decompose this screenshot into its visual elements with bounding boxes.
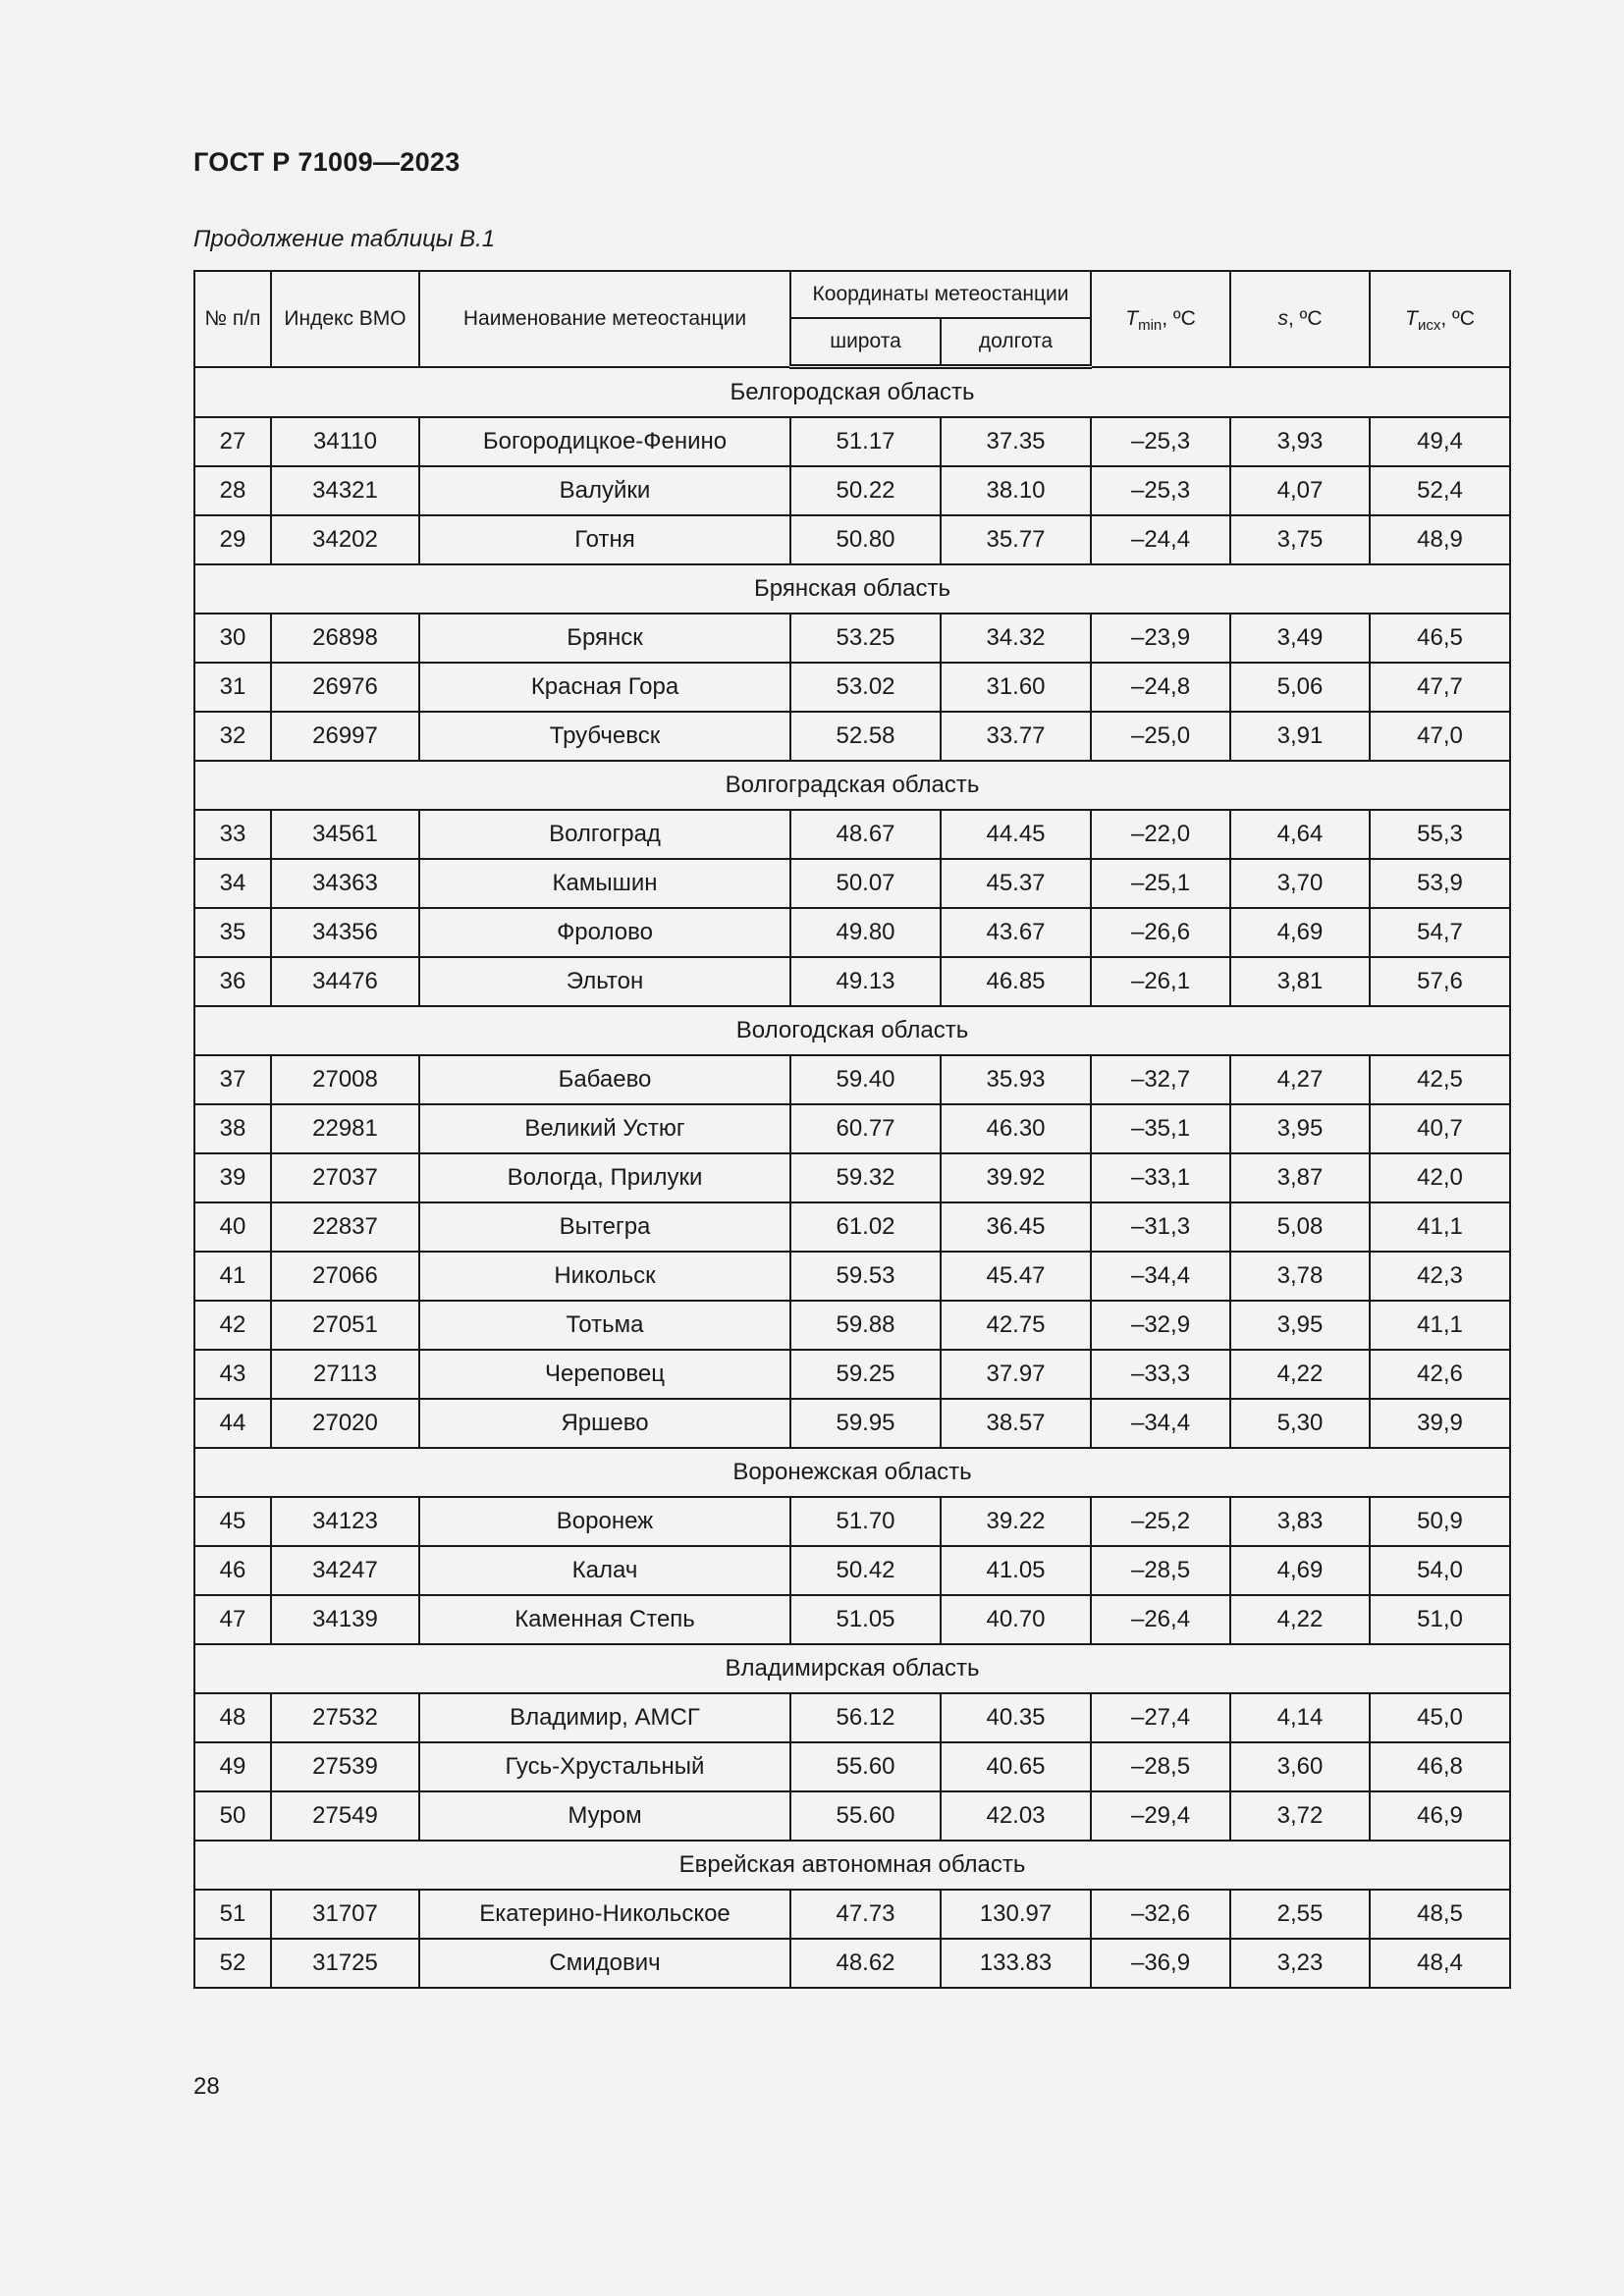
region-name: Волгоградская область <box>194 761 1510 810</box>
table-row <box>194 1055 1510 1104</box>
cell-s-value: 4,14 <box>1230 1693 1370 1742</box>
cell-tisx: 42,0 <box>1370 1153 1510 1202</box>
cell-row-num: 49 <box>194 1742 271 1791</box>
cell-station-name: Никольск <box>419 1252 790 1301</box>
cell-row-num: 40 <box>194 1202 271 1252</box>
cell-latitude: 47.73 <box>790 1890 941 1939</box>
cell-station-name: Брянск <box>419 614 790 663</box>
cell-tisx: 42,6 <box>1370 1350 1510 1399</box>
cell-station-name: Яршево <box>419 1399 790 1448</box>
cell-longitude: 44.45 <box>941 810 1091 859</box>
cell-latitude: 51.17 <box>790 417 941 466</box>
cell-s-value: 3,49 <box>1230 614 1370 663</box>
cell-longitude: 130.97 <box>941 1890 1091 1939</box>
cell-tisx: 46,8 <box>1370 1742 1510 1791</box>
region-row <box>194 1841 1510 1890</box>
cell-station-name: Каменная Степь <box>419 1595 790 1644</box>
cell-s-value: 4,22 <box>1230 1350 1370 1399</box>
cell-latitude: 49.80 <box>790 908 941 957</box>
table-row <box>194 1595 1510 1644</box>
cell-station-name: Красная Гора <box>419 663 790 712</box>
cell-latitude: 51.70 <box>790 1497 941 1546</box>
table-row <box>194 1153 1510 1202</box>
cell-row-num: 48 <box>194 1693 271 1742</box>
cell-wmo-index: 22837 <box>271 1202 419 1252</box>
cell-wmo-index: 27549 <box>271 1791 419 1841</box>
cell-tmin: –25,3 <box>1091 417 1230 466</box>
cell-s-value: 3,23 <box>1230 1939 1370 1988</box>
cell-latitude: 55.60 <box>790 1791 941 1841</box>
cell-tmin: –32,9 <box>1091 1301 1230 1350</box>
table-row <box>194 859 1510 908</box>
cell-tisx: 48,4 <box>1370 1939 1510 1988</box>
table-row <box>194 1301 1510 1350</box>
region-row <box>194 1006 1510 1055</box>
table-row <box>194 957 1510 1006</box>
cell-station-name: Эльтон <box>419 957 790 1006</box>
cell-row-num: 41 <box>194 1252 271 1301</box>
region-name: Еврейская автономная область <box>194 1841 1510 1890</box>
cell-tmin: –28,5 <box>1091 1742 1230 1791</box>
cell-latitude: 55.60 <box>790 1742 941 1791</box>
cell-station-name: Вытегра <box>419 1202 790 1252</box>
cell-wmo-index: 27539 <box>271 1742 419 1791</box>
table-row <box>194 712 1510 761</box>
cell-latitude: 52.58 <box>790 712 941 761</box>
region-row <box>194 367 1510 418</box>
cell-station-name: Тотьма <box>419 1301 790 1350</box>
table-row <box>194 1890 1510 1939</box>
cell-longitude: 46.30 <box>941 1104 1091 1153</box>
cell-station-name: Готня <box>419 515 790 564</box>
cell-tisx: 46,9 <box>1370 1791 1510 1841</box>
cell-s-value: 3,87 <box>1230 1153 1370 1202</box>
cell-row-num: 39 <box>194 1153 271 1202</box>
cell-tmin: –25,0 <box>1091 712 1230 761</box>
region-name: Брянская область <box>194 564 1510 614</box>
cell-wmo-index: 34476 <box>271 957 419 1006</box>
region-row <box>194 1644 1510 1693</box>
table-row <box>194 1399 1510 1448</box>
table-row <box>194 515 1510 564</box>
cell-s-value: 3,95 <box>1230 1301 1370 1350</box>
cell-row-num: 44 <box>194 1399 271 1448</box>
cell-s-value: 3,95 <box>1230 1104 1370 1153</box>
cell-wmo-index: 34363 <box>271 859 419 908</box>
cell-tmin: –33,1 <box>1091 1153 1230 1202</box>
cell-row-num: 37 <box>194 1055 271 1104</box>
cell-latitude: 50.42 <box>790 1546 941 1595</box>
cell-station-name: Трубчевск <box>419 712 790 761</box>
cell-latitude: 60.77 <box>790 1104 941 1153</box>
cell-row-num: 52 <box>194 1939 271 1988</box>
cell-latitude: 59.88 <box>790 1301 941 1350</box>
cell-tisx: 54,7 <box>1370 908 1510 957</box>
region-name: Вологодская область <box>194 1006 1510 1055</box>
table-row <box>194 1742 1510 1791</box>
cell-latitude: 56.12 <box>790 1693 941 1742</box>
table-row <box>194 1350 1510 1399</box>
header-wmo-index: Индекс ВМО <box>271 271 419 367</box>
cell-latitude: 50.80 <box>790 515 941 564</box>
cell-station-name: Валуйки <box>419 466 790 515</box>
table-row <box>194 663 1510 712</box>
header-station-name: Наименование метеостанции <box>419 271 790 367</box>
cell-row-num: 46 <box>194 1546 271 1595</box>
cell-station-name: Екатерино-Никольское <box>419 1890 790 1939</box>
table-row <box>194 1693 1510 1742</box>
cell-longitude: 39.22 <box>941 1497 1091 1546</box>
cell-row-num: 31 <box>194 663 271 712</box>
cell-latitude: 59.32 <box>790 1153 941 1202</box>
table-row <box>194 1202 1510 1252</box>
cell-s-value: 4,64 <box>1230 810 1370 859</box>
cell-longitude: 45.37 <box>941 859 1091 908</box>
cell-longitude: 35.93 <box>941 1055 1091 1104</box>
cell-longitude: 39.92 <box>941 1153 1091 1202</box>
cell-row-num: 30 <box>194 614 271 663</box>
cell-station-name: Воронеж <box>419 1497 790 1546</box>
cell-longitude: 133.83 <box>941 1939 1091 1988</box>
cell-latitude: 53.02 <box>790 663 941 712</box>
region-name: Белгородская область <box>194 367 1510 418</box>
cell-latitude: 48.67 <box>790 810 941 859</box>
cell-station-name: Смидович <box>419 1939 790 1988</box>
cell-s-value: 3,60 <box>1230 1742 1370 1791</box>
cell-wmo-index: 34139 <box>271 1595 419 1644</box>
header-coordinates: Координаты метеостанции <box>790 271 1091 318</box>
cell-longitude: 38.10 <box>941 466 1091 515</box>
weather-stations-table <box>193 270 1511 1989</box>
cell-longitude: 34.32 <box>941 614 1091 663</box>
cell-tmin: –24,4 <box>1091 515 1230 564</box>
cell-row-num: 33 <box>194 810 271 859</box>
cell-latitude: 51.05 <box>790 1595 941 1644</box>
header-tmin: $T_{min}$, ºC <box>1091 271 1230 367</box>
cell-row-num: 50 <box>194 1791 271 1841</box>
cell-tisx: 55,3 <box>1370 810 1510 859</box>
cell-wmo-index: 27037 <box>271 1153 419 1202</box>
cell-row-num: 47 <box>194 1595 271 1644</box>
cell-wmo-index: 22981 <box>271 1104 419 1153</box>
cell-longitude: 42.03 <box>941 1791 1091 1841</box>
cell-latitude: 49.13 <box>790 957 941 1006</box>
cell-longitude: 40.35 <box>941 1693 1091 1742</box>
cell-row-num: 36 <box>194 957 271 1006</box>
cell-tmin: –29,4 <box>1091 1791 1230 1841</box>
cell-row-num: 27 <box>194 417 271 466</box>
cell-tmin: –26,1 <box>1091 957 1230 1006</box>
table-row <box>194 1791 1510 1841</box>
cell-longitude: 37.35 <box>941 417 1091 466</box>
region-row <box>194 761 1510 810</box>
cell-s-value: 3,72 <box>1230 1791 1370 1841</box>
cell-latitude: 59.40 <box>790 1055 941 1104</box>
cell-tmin: –32,6 <box>1091 1890 1230 1939</box>
cell-tmin: –22,0 <box>1091 810 1230 859</box>
cell-tisx: 54,0 <box>1370 1546 1510 1595</box>
cell-s-value: 5,30 <box>1230 1399 1370 1448</box>
cell-latitude: 59.25 <box>790 1350 941 1399</box>
table-caption: Продолжение таблицы В.1 <box>193 226 496 252</box>
cell-longitude: 37.97 <box>941 1350 1091 1399</box>
cell-s-value: 2,55 <box>1230 1890 1370 1939</box>
document-title: ГОСТ Р 71009—2023 <box>193 147 460 177</box>
cell-s-value: 3,91 <box>1230 712 1370 761</box>
cell-longitude: 43.67 <box>941 908 1091 957</box>
region-name: Воронежская область <box>194 1448 1510 1497</box>
cell-tisx: 52,4 <box>1370 466 1510 515</box>
cell-wmo-index: 27008 <box>271 1055 419 1104</box>
cell-longitude: 40.70 <box>941 1595 1091 1644</box>
cell-row-num: 38 <box>194 1104 271 1153</box>
cell-s-value: 3,75 <box>1230 515 1370 564</box>
region-name: Владимирская область <box>194 1644 1510 1693</box>
cell-tmin: –25,3 <box>1091 466 1230 515</box>
cell-wmo-index: 27051 <box>271 1301 419 1350</box>
cell-s-value: 3,81 <box>1230 957 1370 1006</box>
cell-tisx: 57,6 <box>1370 957 1510 1006</box>
cell-row-num: 43 <box>194 1350 271 1399</box>
cell-tmin: –32,7 <box>1091 1055 1230 1104</box>
header-s: s, ºC <box>1230 271 1370 367</box>
cell-station-name: Великий Устюг <box>419 1104 790 1153</box>
cell-s-value: 3,83 <box>1230 1497 1370 1546</box>
table-row <box>194 1546 1510 1595</box>
cell-row-num: 28 <box>194 466 271 515</box>
cell-tisx: 40,7 <box>1370 1104 1510 1153</box>
cell-latitude: 61.02 <box>790 1202 941 1252</box>
cell-station-name: Владимир, АМСГ <box>419 1693 790 1742</box>
cell-wmo-index: 34561 <box>271 810 419 859</box>
cell-s-value: 3,78 <box>1230 1252 1370 1301</box>
header-latitude: широта <box>790 318 941 367</box>
cell-tmin: –34,4 <box>1091 1399 1230 1448</box>
cell-tisx: 42,3 <box>1370 1252 1510 1301</box>
cell-longitude: 46.85 <box>941 957 1091 1006</box>
cell-wmo-index: 27532 <box>271 1693 419 1742</box>
cell-tisx: 39,9 <box>1370 1399 1510 1448</box>
cell-row-num: 29 <box>194 515 271 564</box>
cell-wmo-index: 26997 <box>271 712 419 761</box>
cell-longitude: 38.57 <box>941 1399 1091 1448</box>
cell-longitude: 41.05 <box>941 1546 1091 1595</box>
cell-tisx: 41,1 <box>1370 1301 1510 1350</box>
cell-tmin: –26,4 <box>1091 1595 1230 1644</box>
cell-tmin: –35,1 <box>1091 1104 1230 1153</box>
cell-wmo-index: 34247 <box>271 1546 419 1595</box>
cell-tisx: 53,9 <box>1370 859 1510 908</box>
cell-row-num: 34 <box>194 859 271 908</box>
table-body <box>194 367 1510 1989</box>
cell-station-name: Муром <box>419 1791 790 1841</box>
cell-s-value: 3,93 <box>1230 417 1370 466</box>
cell-tmin: –36,9 <box>1091 1939 1230 1988</box>
cell-wmo-index: 27066 <box>271 1252 419 1301</box>
cell-tisx: 49,4 <box>1370 417 1510 466</box>
cell-longitude: 36.45 <box>941 1202 1091 1252</box>
cell-wmo-index: 31725 <box>271 1939 419 1988</box>
cell-longitude: 42.75 <box>941 1301 1091 1350</box>
cell-station-name: Фролово <box>419 908 790 957</box>
page-number: 28 <box>193 2073 220 2100</box>
cell-row-num: 32 <box>194 712 271 761</box>
cell-tmin: –28,5 <box>1091 1546 1230 1595</box>
cell-tisx: 50,9 <box>1370 1497 1510 1546</box>
cell-latitude: 48.62 <box>790 1939 941 1988</box>
cell-tmin: –34,4 <box>1091 1252 1230 1301</box>
cell-wmo-index: 31707 <box>271 1890 419 1939</box>
table-row <box>194 1939 1510 1988</box>
table-row <box>194 1252 1510 1301</box>
cell-wmo-index: 26976 <box>271 663 419 712</box>
table-row <box>194 614 1510 663</box>
cell-station-name: Бабаево <box>419 1055 790 1104</box>
table-row <box>194 417 1510 466</box>
cell-wmo-index: 34110 <box>271 417 419 466</box>
cell-tmin: –26,6 <box>1091 908 1230 957</box>
cell-wmo-index: 34356 <box>271 908 419 957</box>
cell-station-name: Богородицкое-Фенино <box>419 417 790 466</box>
cell-latitude: 50.22 <box>790 466 941 515</box>
cell-station-name: Гусь-Хрустальный <box>419 1742 790 1791</box>
cell-station-name: Вологда, Прилуки <box>419 1153 790 1202</box>
cell-row-num: 51 <box>194 1890 271 1939</box>
header-longitude: долгота <box>941 318 1091 367</box>
cell-station-name: Камышин <box>419 859 790 908</box>
cell-tisx: 47,0 <box>1370 712 1510 761</box>
cell-latitude: 59.95 <box>790 1399 941 1448</box>
cell-s-value: 3,70 <box>1230 859 1370 908</box>
cell-tmin: –24,8 <box>1091 663 1230 712</box>
table-row <box>194 466 1510 515</box>
cell-wmo-index: 27020 <box>271 1399 419 1448</box>
cell-row-num: 35 <box>194 908 271 957</box>
cell-wmo-index: 34123 <box>271 1497 419 1546</box>
header-num: № п/п <box>194 271 271 367</box>
region-row <box>194 1448 1510 1497</box>
cell-tisx: 47,7 <box>1370 663 1510 712</box>
cell-s-value: 4,27 <box>1230 1055 1370 1104</box>
cell-s-value: 5,06 <box>1230 663 1370 712</box>
cell-latitude: 50.07 <box>790 859 941 908</box>
cell-tisx: 45,0 <box>1370 1693 1510 1742</box>
cell-tisx: 48,9 <box>1370 515 1510 564</box>
cell-s-value: 4,69 <box>1230 1546 1370 1595</box>
cell-wmo-index: 34321 <box>271 466 419 515</box>
cell-latitude: 53.25 <box>790 614 941 663</box>
header-tisx: $T_{исх}$, ºC <box>1370 271 1510 367</box>
cell-s-value: 4,07 <box>1230 466 1370 515</box>
cell-tmin: –25,2 <box>1091 1497 1230 1546</box>
table-row <box>194 908 1510 957</box>
cell-tisx: 42,5 <box>1370 1055 1510 1104</box>
cell-tmin: –23,9 <box>1091 614 1230 663</box>
cell-tmin: –25,1 <box>1091 859 1230 908</box>
cell-tisx: 51,0 <box>1370 1595 1510 1644</box>
table-row <box>194 1104 1510 1153</box>
cell-station-name: Калач <box>419 1546 790 1595</box>
cell-wmo-index: 34202 <box>271 515 419 564</box>
cell-latitude: 59.53 <box>790 1252 941 1301</box>
cell-tisx: 46,5 <box>1370 614 1510 663</box>
cell-longitude: 35.77 <box>941 515 1091 564</box>
cell-row-num: 42 <box>194 1301 271 1350</box>
cell-s-value: 5,08 <box>1230 1202 1370 1252</box>
cell-tisx: 48,5 <box>1370 1890 1510 1939</box>
cell-longitude: 31.60 <box>941 663 1091 712</box>
table-row <box>194 810 1510 859</box>
table-row <box>194 1497 1510 1546</box>
cell-longitude: 40.65 <box>941 1742 1091 1791</box>
cell-longitude: 45.47 <box>941 1252 1091 1301</box>
cell-station-name: Череповец <box>419 1350 790 1399</box>
cell-longitude: 33.77 <box>941 712 1091 761</box>
cell-row-num: 45 <box>194 1497 271 1546</box>
cell-tmin: –27,4 <box>1091 1693 1230 1742</box>
cell-wmo-index: 27113 <box>271 1350 419 1399</box>
cell-station-name: Волгоград <box>419 810 790 859</box>
cell-tisx: 41,1 <box>1370 1202 1510 1252</box>
cell-tmin: –33,3 <box>1091 1350 1230 1399</box>
region-row <box>194 564 1510 614</box>
cell-s-value: 4,69 <box>1230 908 1370 957</box>
cell-wmo-index: 26898 <box>271 614 419 663</box>
cell-tmin: –31,3 <box>1091 1202 1230 1252</box>
cell-s-value: 4,22 <box>1230 1595 1370 1644</box>
